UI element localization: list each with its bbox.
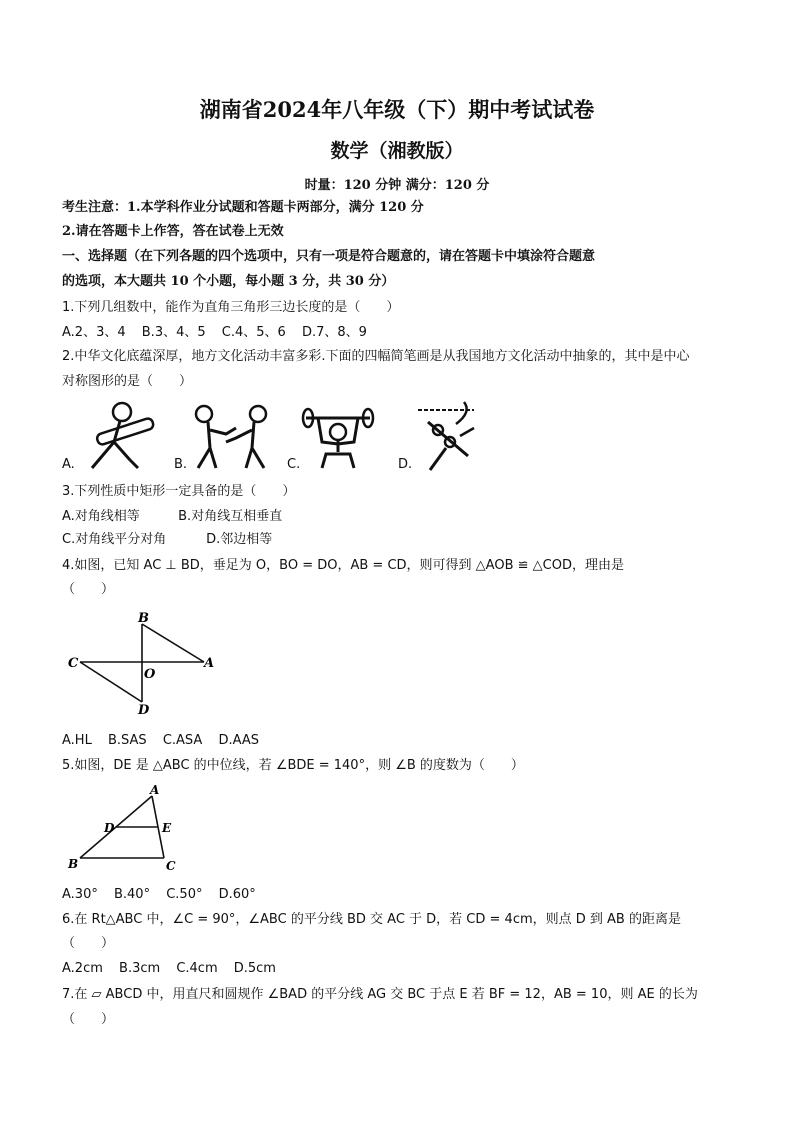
q6-option-b: B.3cm bbox=[119, 961, 161, 976]
q2-label-a: A. bbox=[62, 457, 75, 472]
q1-option-d: D.7、8、9 bbox=[301, 325, 367, 340]
q5-label-e: E bbox=[162, 821, 172, 835]
q4-options bbox=[62, 732, 271, 750]
q5-option-a: A.30° bbox=[62, 887, 98, 902]
section1-line-1: 一、选择题（在下列各题的四个选项中，只有一项是符合题意的，请在答题卡中填涂符合题意 bbox=[62, 249, 596, 264]
q7-stem-2: （ ） bbox=[62, 1012, 115, 1027]
q5-label-c: C bbox=[166, 859, 176, 873]
q4-label-c: C bbox=[68, 656, 79, 671]
q4-option-a: A.HL bbox=[62, 733, 92, 748]
q2-figure-c bbox=[300, 404, 376, 470]
q6-stem-1: 6.在 Rt△ABC 中，∠C = 90°，∠ABC 的平分线 BD 交 AC 于 D，若 CD = 4cm，则点 D 到 AB 的距离是 bbox=[62, 912, 681, 927]
q6-option-c: C.4cm bbox=[176, 961, 218, 976]
q1-option-a: A.2、3、4 bbox=[62, 325, 126, 340]
q5-option-b: B.40° bbox=[113, 887, 151, 902]
q1-option-b: B.3、4、5 bbox=[141, 325, 206, 340]
notice-line-2: 2.请在答题卡上作答，答在试卷上无效 bbox=[62, 224, 284, 239]
q2-figure-b bbox=[190, 404, 272, 470]
q4-label-b: B bbox=[138, 611, 149, 626]
q2-stem-2: 对称图形的是（ ） bbox=[62, 374, 193, 389]
time-info: 时量：120 分钟 满分：120 分 bbox=[304, 178, 490, 193]
q3-options-row-1 bbox=[62, 508, 282, 526]
page-title: 湖南省2024年八年级（下）期中考试试卷 bbox=[199, 97, 595, 122]
q1-options bbox=[62, 324, 379, 342]
q1-option-c: C.4、5、6 bbox=[221, 325, 286, 340]
q5-options bbox=[62, 886, 268, 904]
q4-option-c: C.ASA bbox=[162, 733, 203, 748]
q3-option-c: C.对角线平分对角 bbox=[62, 532, 167, 547]
q3-stem: 3.下列性质中矩形一定具备的是（ ） bbox=[62, 484, 296, 499]
page-subtitle: 数学（湘教版） bbox=[330, 140, 464, 162]
q5-label-d: D bbox=[104, 821, 115, 835]
q5-stem: 5.如图，DE 是 △ABC 的中位线，若 ∠BDE = 140°，则 ∠B 的度数为（ ） bbox=[62, 758, 524, 773]
q4-stem-2: （ ） bbox=[62, 582, 115, 597]
q2-figure-a bbox=[84, 400, 164, 472]
q6-stem-2: （ ） bbox=[62, 936, 115, 951]
q3-options-row-2 bbox=[62, 531, 272, 549]
q3-option-d: D.邻边相等 bbox=[206, 532, 273, 547]
notice-line-1: 考生注意：1.本学科作业分试题和答题卡两部分，满分 120 分 bbox=[62, 200, 424, 215]
section1-line-2: 的选项，本大题共 10 个小题，每小题 3 分，共 30 分） bbox=[62, 274, 395, 289]
q6-option-a: A.2cm bbox=[62, 961, 103, 976]
q4-label-o: O bbox=[144, 667, 156, 682]
q2-figure-d bbox=[416, 400, 478, 472]
q2-label-b: B. bbox=[174, 457, 188, 472]
q4-option-d: D.AAS bbox=[218, 733, 259, 748]
q5-figure bbox=[64, 784, 194, 874]
q4-option-b: B.SAS bbox=[107, 733, 147, 748]
q6-option-d: D.5cm bbox=[233, 961, 276, 976]
q4-label-d: D bbox=[138, 703, 150, 718]
q5-label-b: B bbox=[68, 857, 79, 871]
q3-option-b: B.对角线互相垂直 bbox=[178, 509, 283, 524]
q7-stem-1: 7.在 ▱ ABCD 中，用直尺和圆规作 ∠BAD 的平分线 AG 交 BC 于点 E 若 BF = 12，AB = 10，则 AE 的长为 bbox=[62, 987, 698, 1002]
q4-stem-1: 4.如图，已知 AC ⊥ BD，垂足为 O，BO = DO，AB = CD，则可得到 △AOB ≌ △COD，理由是 bbox=[62, 558, 624, 573]
q2-stem-1: 2.中华文化底蕴深厚，地方文化活动丰富多彩.下面的四幅简笔画是从我国地方文化活动中抽象的，其中是中心 bbox=[62, 349, 690, 364]
q2-label-c: C. bbox=[287, 457, 301, 472]
q4-figure bbox=[64, 610, 224, 720]
q2-label-d: D. bbox=[398, 457, 413, 472]
q3-option-a: A.对角线相等 bbox=[62, 509, 140, 524]
q6-options bbox=[62, 960, 288, 978]
q5-option-d: D.60° bbox=[218, 887, 256, 902]
q1-stem: 1.下列几组数中，能作为直角三角形三边长度的是（ ） bbox=[62, 300, 400, 315]
q4-label-a: A bbox=[204, 656, 215, 671]
q5-label-a: A bbox=[150, 783, 160, 797]
q5-option-c: C.50° bbox=[166, 887, 203, 902]
